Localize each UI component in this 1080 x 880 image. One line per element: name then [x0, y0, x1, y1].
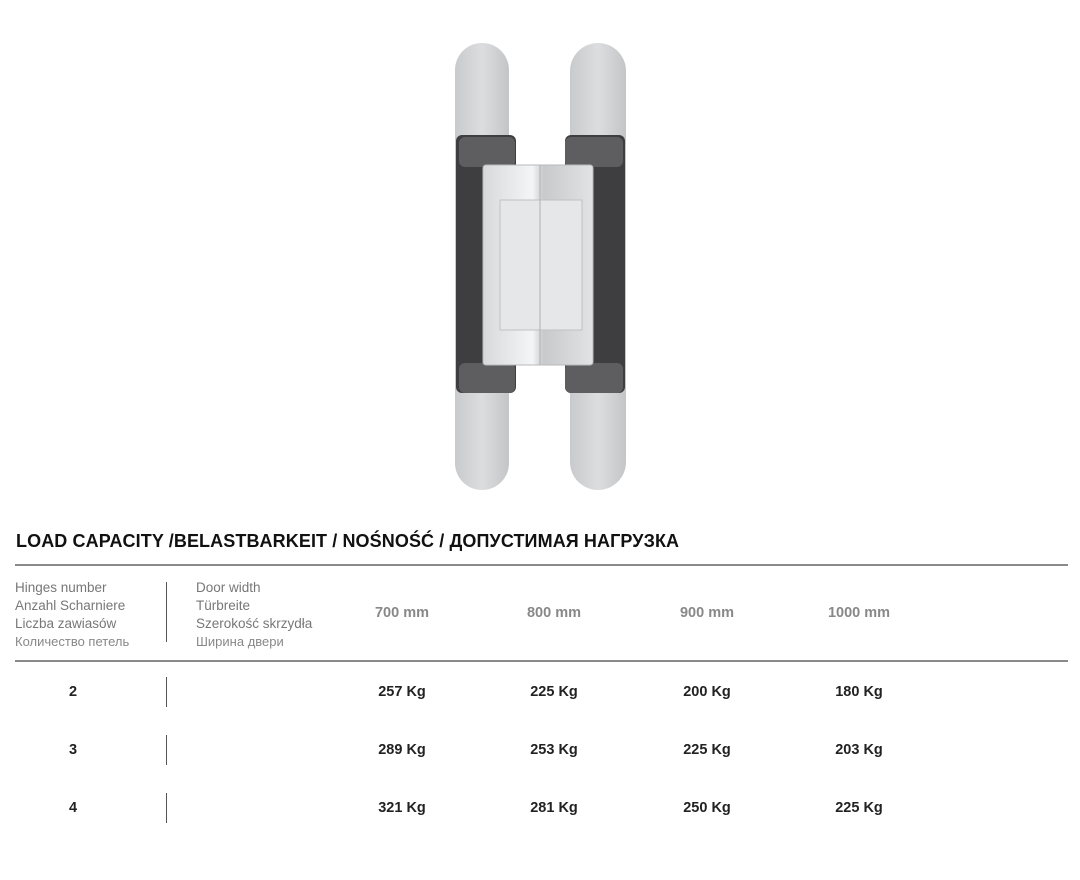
header-label: Количество петель	[15, 634, 130, 649]
width-header: 800 mm	[526, 605, 581, 621]
width-header: 700 mm	[374, 605, 429, 621]
column-divider	[166, 793, 167, 823]
load-value: 250 Kg	[683, 800, 731, 816]
load-capacity-title: LOAD CAPACITY /BELASTBARKEIT / NOŚNOŚĆ / ДОПУСТИМАЯ НАГРУЗКА	[16, 531, 680, 551]
load-value: 257 Kg	[378, 684, 426, 700]
load-value: 180 Kg	[835, 684, 883, 700]
load-value: 203 Kg	[835, 742, 883, 758]
load-value: 225 Kg	[683, 742, 731, 758]
header-label: Ширина двери	[196, 634, 284, 649]
load-value: 321 Kg	[378, 800, 426, 816]
header-label: Liczba zawiasów	[15, 616, 117, 631]
hinges-count: 2	[68, 684, 78, 700]
hinges-count: 4	[68, 800, 78, 816]
column-divider	[166, 677, 167, 707]
load-value: 281 Kg	[530, 800, 578, 816]
load-value: 200 Kg	[683, 684, 731, 700]
door-width-header	[196, 579, 312, 651]
hinges-count: 3	[68, 742, 78, 758]
header-label: Door width	[196, 580, 261, 595]
column-divider	[166, 735, 167, 765]
load-value: 225 Kg	[835, 800, 883, 816]
header-label: Szerokość skrzydła	[196, 616, 313, 631]
header-label: Türbreite	[196, 598, 251, 613]
header-label: Hinges number	[15, 580, 107, 595]
divider	[15, 564, 1068, 566]
width-header: 1000 mm	[827, 605, 891, 621]
width-header: 900 mm	[679, 605, 734, 621]
header-label: Anzahl Scharniere	[15, 598, 126, 613]
hinges-number-header	[15, 579, 129, 651]
divider	[15, 660, 1068, 662]
load-value: 253 Kg	[530, 742, 578, 758]
load-value: 289 Kg	[378, 742, 426, 758]
load-value: 225 Kg	[530, 684, 578, 700]
column-divider	[166, 582, 167, 642]
